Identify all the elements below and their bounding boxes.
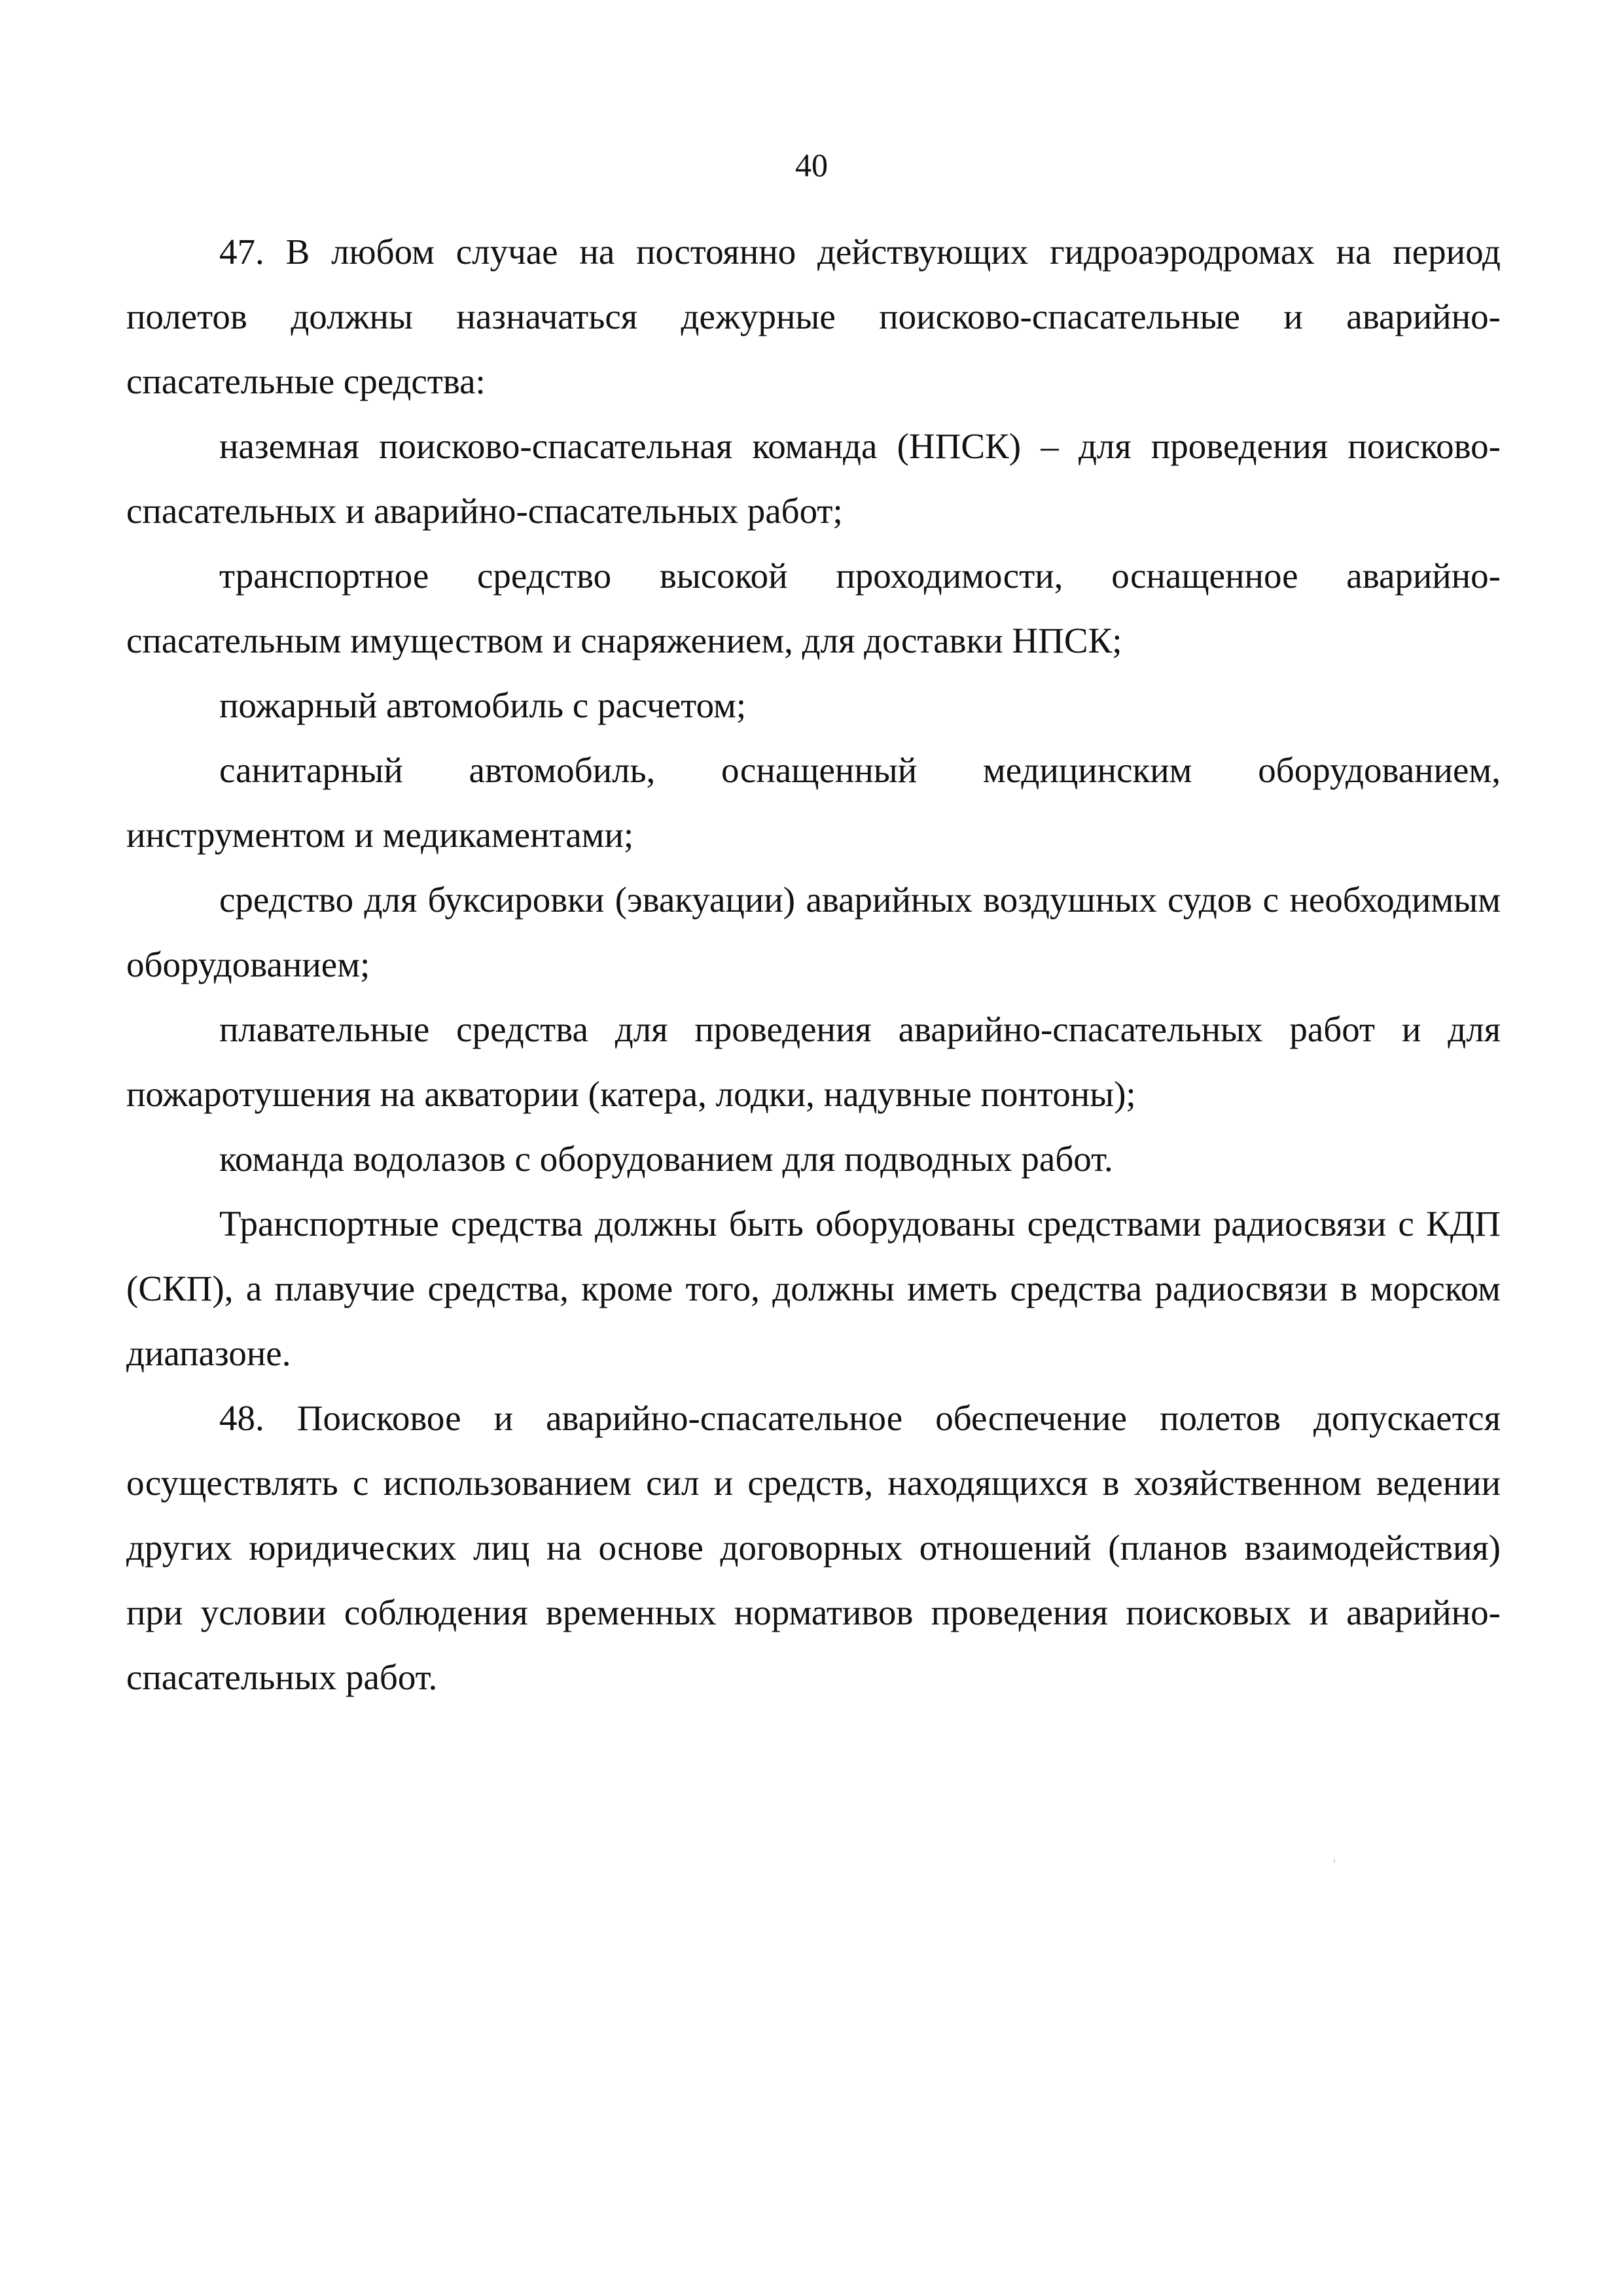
page-number: 40 xyxy=(795,147,828,183)
list-item-watercraft: плавательные средства для проведения аварийно-спасательных работ и для пожаротушения на акватории (катера, лодки, надувные понтоны); xyxy=(126,1009,1501,1114)
list-item-fire-truck: пожарный автомобиль с расчетом; xyxy=(219,685,747,725)
scan-artifact xyxy=(1334,1859,1335,1863)
list-item-ambulance: санитарный автомобиль, оснащенный медицинским оборудованием, инструментом и медикаментами; xyxy=(126,750,1501,855)
list-item-all-terrain-vehicle: транспортное средство высокой проходимости, оснащенное аварийно-спасательным имуществом и снаряжением, для доставки НПСК; xyxy=(126,556,1501,660)
paragraph-radio-equipment: Транспортные средства должны быть оборудованы средствами радиосвязи с КДП (СКП), а плавучие средства, кроме того, должны иметь средства радиосвязи в морском диапазоне. xyxy=(126,1204,1501,1373)
paragraph-47-intro: 47. В любом случае на постоянно действующих гидроаэродромах на период полетов должны назначаться дежурные поисково-спасательные и аварийно-спасательные средства: xyxy=(126,232,1501,401)
paragraph-48: 48. Поисковое и аварийно-спасательное обеспечение полетов допускается осуществлять с использованием сил и средств, находящихся в хозяйственном ведении других юридических лиц на основе договорных отношений (планов взаимодействия) при условии соблюдения временных нормативов проведения поисковых и аварийно-спасательных работ. xyxy=(126,1398,1501,1697)
list-item-npsk: наземная поисково-спасательная команда (НПСК) – для проведения поисково-спасательных и аварийно-спасательных работ; xyxy=(126,426,1501,531)
document-body xyxy=(126,219,1501,1710)
list-item-towing: средство для буксировки (эвакуации) аварийных воздушных судов с необходимым оборудованием; xyxy=(126,880,1501,984)
list-item-divers: команда водолазов с оборудованием для подводных работ. xyxy=(219,1139,1113,1179)
